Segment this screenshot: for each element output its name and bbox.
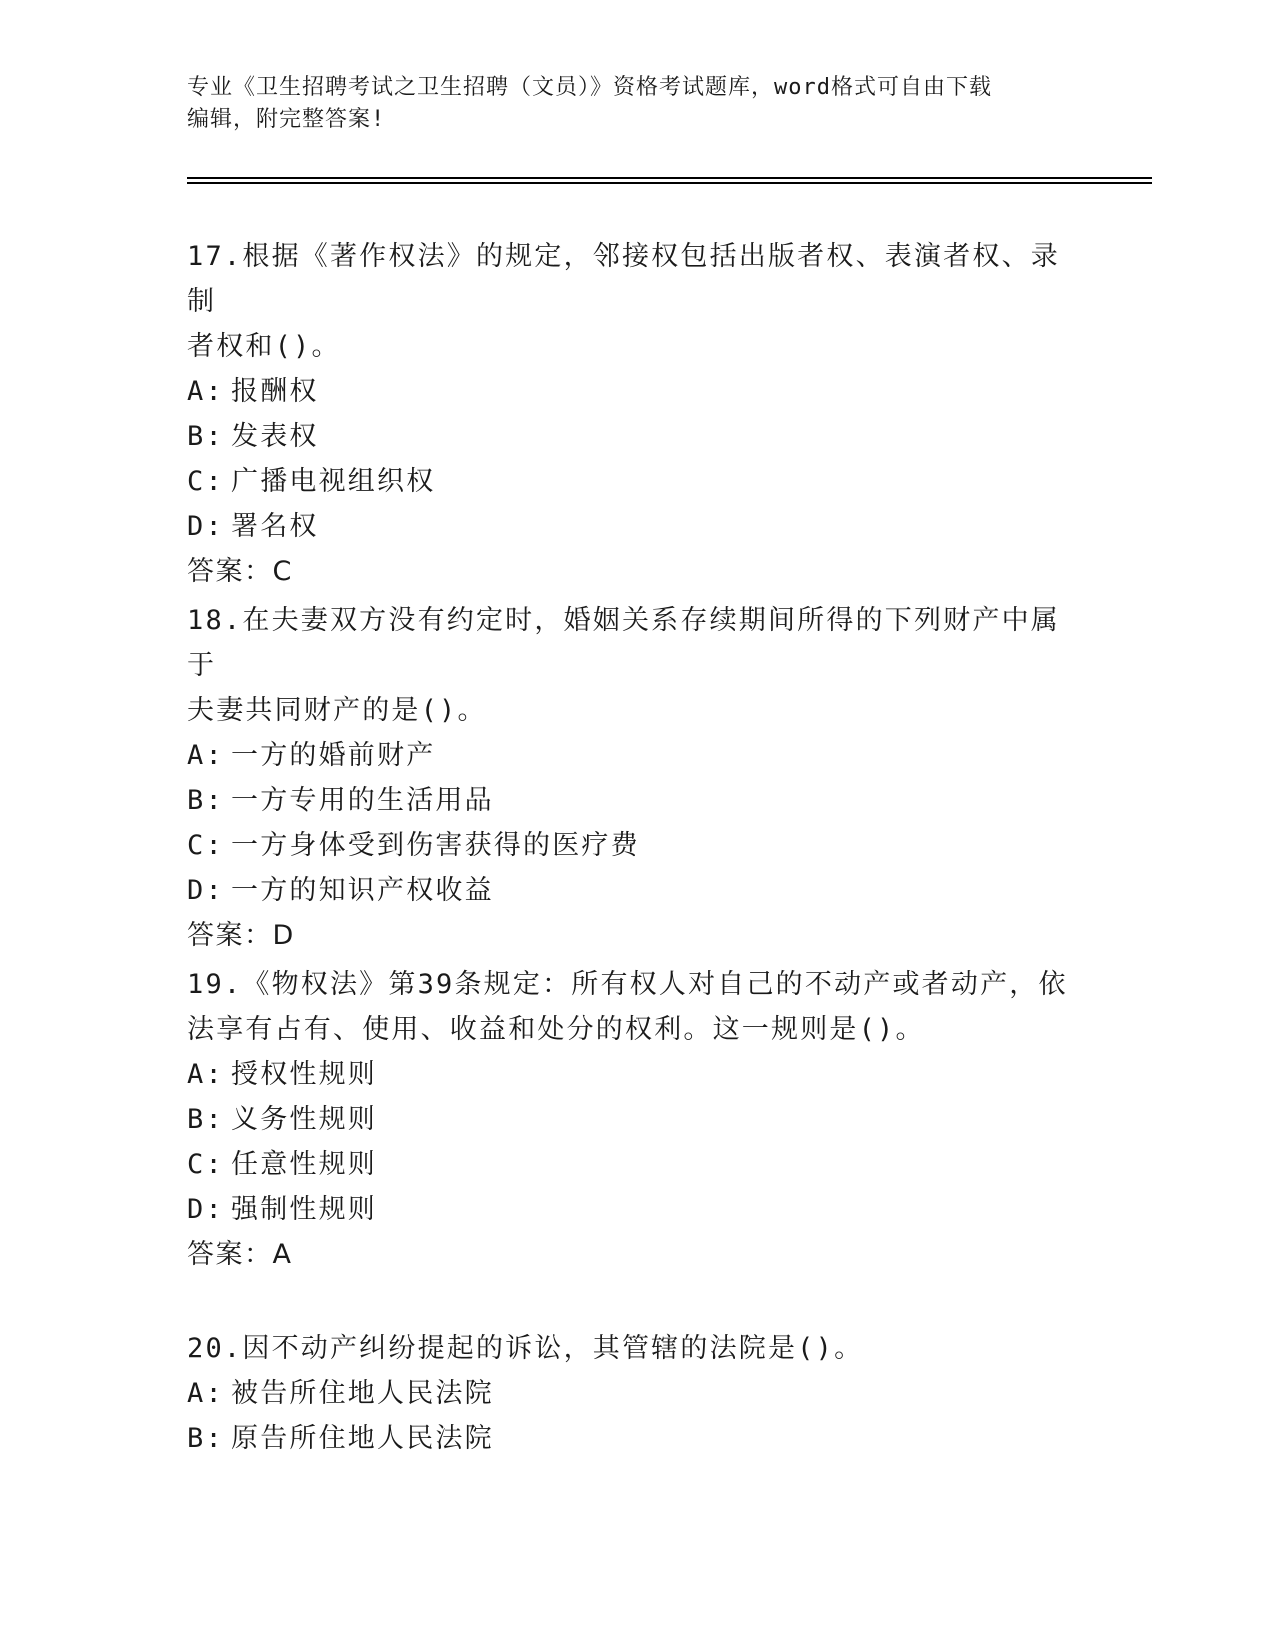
question-18	[187, 598, 1087, 958]
option-key: B:	[187, 421, 224, 452]
option-c	[187, 823, 1087, 868]
option-key: A:	[187, 1059, 224, 1090]
option-key: C:	[187, 466, 224, 497]
question-text-line-1: 18.在夫妻双方没有约定时，婚姻关系存续期间所得的下列财产中属于	[187, 605, 1060, 681]
option-text: 原告所住地人民法院	[231, 1423, 494, 1454]
answer-line: 答案：A	[187, 1239, 293, 1270]
option-b	[187, 1416, 1087, 1461]
option-key: B:	[187, 1104, 224, 1135]
option-b	[187, 414, 1087, 459]
option-key: A:	[187, 1378, 224, 1409]
option-text: 任意性规则	[231, 1149, 377, 1180]
option-text: 强制性规则	[231, 1194, 377, 1225]
option-key: C:	[187, 1149, 224, 1180]
option-text: 报酬权	[231, 376, 319, 407]
question-20	[187, 1326, 1087, 1461]
option-text: 发表权	[231, 421, 319, 452]
option-text: 一方的婚前财产	[231, 740, 436, 771]
option-d	[187, 504, 1087, 549]
question-text	[187, 234, 1087, 369]
option-a	[187, 1052, 1087, 1097]
option-key: D:	[187, 1194, 224, 1225]
option-a	[187, 369, 1087, 414]
option-d	[187, 1187, 1087, 1232]
option-c	[187, 1142, 1087, 1187]
option-a	[187, 1371, 1087, 1416]
option-b	[187, 1097, 1087, 1142]
option-key: B:	[187, 785, 224, 816]
header-line-2: 编辑，附完整答案!	[187, 107, 386, 132]
option-text: 被告所住地人民法院	[231, 1378, 494, 1409]
option-key: D:	[187, 511, 224, 542]
option-key: B:	[187, 1423, 224, 1454]
option-key: C:	[187, 830, 224, 861]
question-17	[187, 234, 1087, 594]
option-text: 义务性规则	[231, 1104, 377, 1135]
option-key: D:	[187, 875, 224, 906]
option-text: 广播电视组织权	[231, 466, 436, 497]
question-text-line-1: 19.《物权法》第39条规定：所有权人对自己的不动产或者动产，依	[187, 969, 1068, 1000]
document-header	[187, 72, 1067, 136]
question-text	[187, 962, 1087, 1052]
option-d	[187, 868, 1087, 913]
option-text: 一方专用的生活用品	[231, 785, 494, 816]
question-text	[187, 598, 1087, 733]
option-b	[187, 778, 1087, 823]
header-divider-bottom	[187, 182, 1152, 184]
question-text-line-1: 20.因不动产纠纷提起的诉讼，其管辖的法院是()。	[187, 1333, 864, 1364]
question-text-line-1: 17.根据《著作权法》的规定，邻接权包括出版者权、表演者权、录制	[187, 241, 1060, 317]
question-text-line-2: 法享有占有、使用、收益和处分的权利。这一规则是()。	[187, 1014, 925, 1045]
question-text-line-2: 夫妻共同财产的是()。	[187, 695, 487, 726]
option-text: 一方身体受到伤害获得的医疗费	[231, 830, 640, 861]
option-text: 一方的知识产权收益	[231, 875, 494, 906]
option-text: 授权性规则	[231, 1059, 377, 1090]
option-key: A:	[187, 740, 224, 771]
option-c	[187, 459, 1087, 504]
header-line-1: 专业《卫生招聘考试之卫生招聘（文员）》资格考试题库，word格式可自由下载	[187, 75, 992, 100]
answer-line: 答案：D	[187, 920, 295, 951]
header-divider-top	[187, 177, 1152, 179]
answer-line: 答案：C	[187, 556, 293, 587]
option-a	[187, 733, 1087, 778]
option-text: 署名权	[231, 511, 319, 542]
question-19	[187, 962, 1087, 1277]
question-text-line-2: 者权和()。	[187, 331, 341, 362]
option-key: A:	[187, 376, 224, 407]
question-text	[187, 1326, 1087, 1371]
